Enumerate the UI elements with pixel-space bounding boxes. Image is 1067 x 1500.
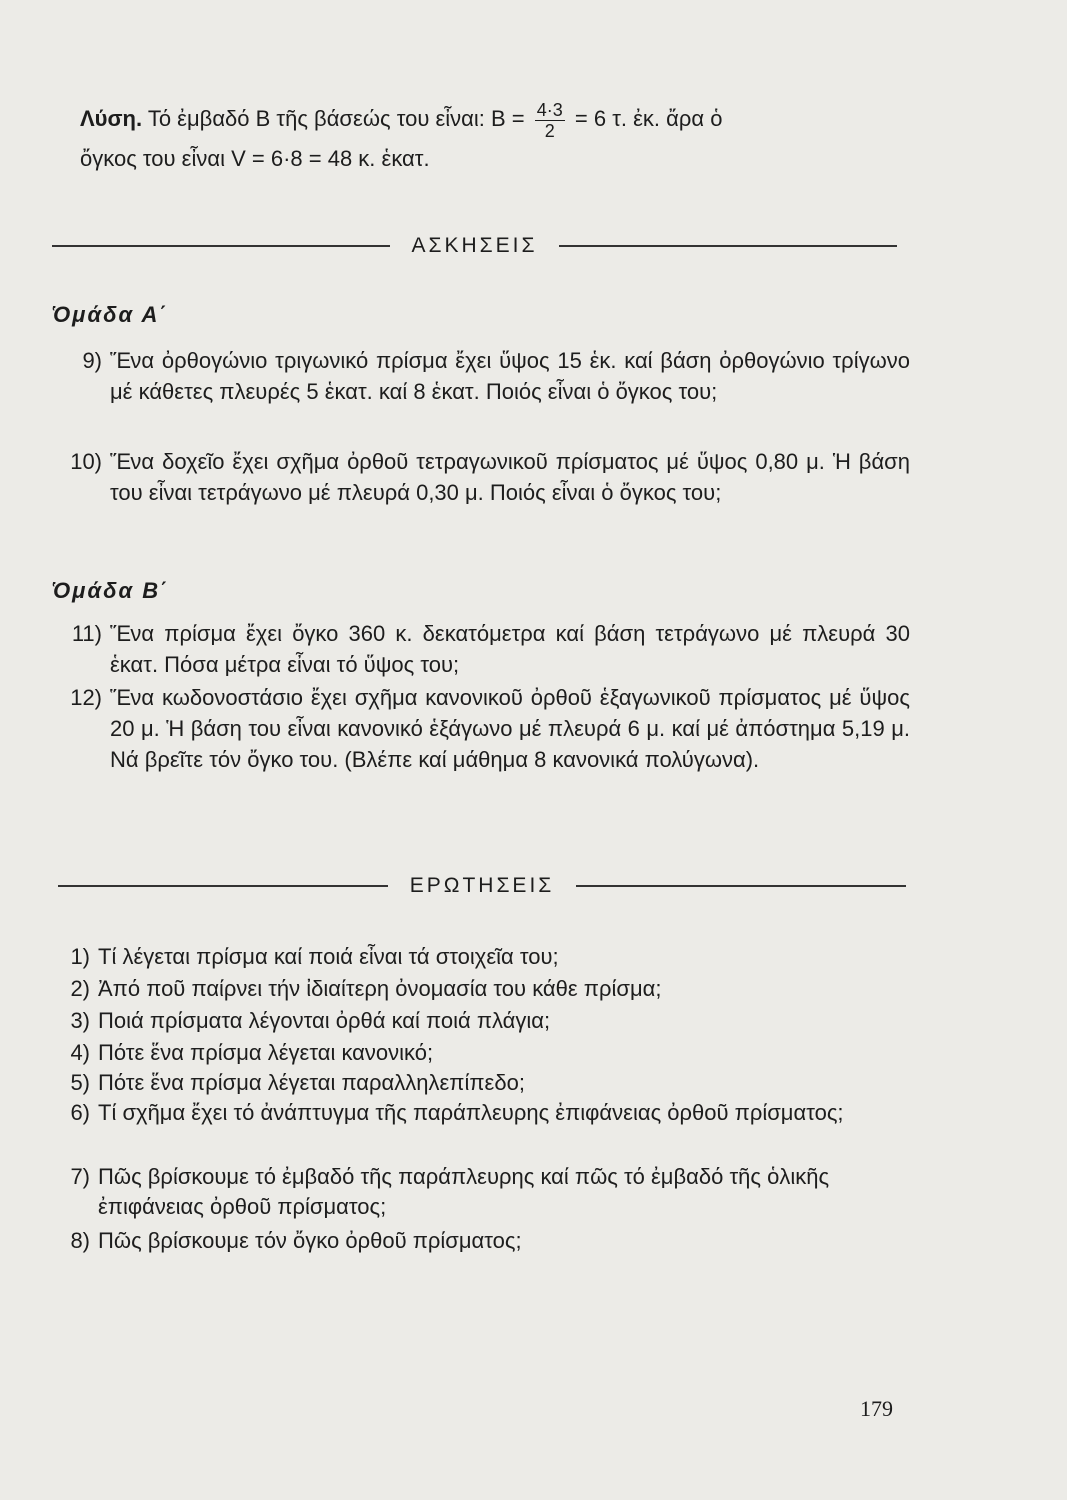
solution-label: Λύση. [80, 106, 143, 131]
exercise-text: Ἕνα πρίσμα ἔχει ὄγκο 360 κ. δεκατόμετρα καί βάση τετράγωνο μέ πλευρά 30 ἑκατ. Πόσα μέτρα εἶναι τό ὕψος του; [110, 621, 910, 677]
question-number: 1) [70, 944, 90, 969]
question-text: Τί λέγεται πρίσμα καί ποιά εἶναι τά στοιχεῖα του; [98, 944, 559, 969]
question-item [50, 1006, 910, 1036]
question-text: Πῶς βρίσκουμε τό ἐμβαδό τῆς παράπλευρης καί πῶς τό ἐμβαδό τῆς ὁλικῆς ἐπιφάνειας ὀρθοῦ πρίσματος; [98, 1164, 830, 1219]
exercises-heading [52, 226, 897, 266]
questions-title: ΕΡΩΤΗΣΕΙΣ [409, 874, 555, 897]
question-text: Πῶς βρίσκουμε τόν ὄγκο ὀρθοῦ πρίσματος; [98, 1228, 522, 1253]
exercise-item [50, 345, 910, 407]
heading-rule-right [576, 885, 906, 887]
exercise-number: 11) [71, 621, 102, 646]
group-a-heading: Ὁμάδα Α΄ [52, 302, 169, 327]
question-item [50, 1038, 910, 1068]
question-item [50, 942, 910, 972]
fraction-numerator: 4·3 [536, 99, 563, 120]
question-item [50, 1162, 910, 1222]
question-number: 7) [70, 1164, 90, 1189]
exercise-text: Ἕνα κωδονοστάσιο ἔχει σχῆμα κανονικοῦ ὀρθοῦ ἑξαγωνικοῦ πρίσματος μέ ὕψος 20 μ. Ἡ βάση του εἶναι κανονικό ἑξάγωνο μέ πλευρά 6 μ. καί μέ ἀπόστημα 5,19 μ. Νά βρεῖτε τόν ὄγκο του. (Βλέπε καί μάθημα 8 κανονικά πολύγωνα). [110, 685, 910, 772]
question-text: Τί σχῆμα ἔχει τό ἀνάπτυγμα τῆς παράπλευρης ἐπιφάνειας ὀρθοῦ πρίσματος; [98, 1100, 844, 1125]
question-number: 5) [70, 1070, 90, 1095]
exercise-number: 9) [82, 348, 102, 373]
question-item [50, 974, 910, 1004]
page-number: 179 [860, 1396, 893, 1421]
question-number: 8) [70, 1228, 90, 1253]
exercises-title: ΑΣΚΗΣΕΙΣ [411, 234, 538, 257]
solution-text-before: Τό ἐμβαδό Β τῆς βάσεώς του εἶναι: Β = [147, 106, 525, 131]
exercise-number: 10) [70, 449, 102, 474]
group-b-heading: Ὁμάδα Β΄ [52, 578, 170, 603]
solution-paragraph [80, 100, 910, 178]
solution-line-2: ὄγκος του εἶναι V = 6·8 = 48 κ. ἑκατ. [80, 145, 430, 171]
exercise-text: Ἕνα δοχεῖο ἔχει σχῆμα ὀρθοῦ τετραγωνικοῦ πρίσματος μέ ὕψος 0,80 μ. Ἡ βάση του εἶναι τετράγωνο μέ πλευρά 0,30 μ. Ποιός εἶναι ὁ ὄγκος του; [110, 449, 910, 505]
heading-rule-left [52, 245, 390, 247]
fraction-denominator: 2 [544, 120, 555, 141]
question-text: Ἀπό ποῦ παίρνει τήν ἰδιαίτερη ὀνομασία του κάθε πρίσμα; [98, 976, 662, 1001]
exercise-text: Ἕνα ὀρθογώνιο τριγωνικό πρίσμα ἔχει ὕψος 15 ἑκ. καί βάση ὀρθογώνιο τρίγωνο μέ κάθετες πλευρές 5 ἑκατ. καί 8 ἑκατ. Ποιός εἶναι ὁ ὄγκος του; [110, 348, 910, 404]
solution-text-after: = 6 τ. ἐκ. ἄρα ὁ [574, 106, 723, 131]
heading-rule-left [58, 885, 388, 887]
question-text: Πότε ἕνα πρίσμα λέγεται κανονικό; [98, 1040, 434, 1065]
question-text: Πότε ἕνα πρίσμα λέγεται παραλληλεπίπεδο; [98, 1070, 525, 1095]
question-number: 6) [70, 1100, 90, 1125]
question-item [50, 1226, 910, 1256]
question-number: 3) [70, 1008, 90, 1033]
question-number: 2) [70, 976, 90, 1001]
question-item [50, 1068, 910, 1098]
exercise-number: 12) [70, 685, 102, 710]
question-number: 4) [70, 1040, 90, 1065]
exercise-item [50, 446, 910, 508]
exercise-item [50, 618, 910, 680]
questions-heading [58, 866, 906, 906]
solution-fraction [535, 101, 565, 140]
exercise-item [50, 682, 910, 775]
question-item [50, 1098, 910, 1128]
question-text: Ποιά πρίσματα λέγονται ὀρθά καί ποιά πλάγια; [98, 1008, 551, 1033]
heading-rule-right [559, 245, 897, 247]
